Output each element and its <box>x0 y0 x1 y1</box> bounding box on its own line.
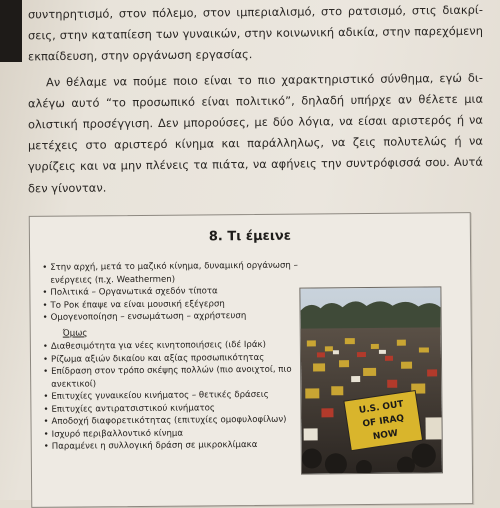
bullet-item: • Στην αρχή, μετά το μαζικό κίνημα, δυναμική οργάνωση – ενέργειες (π.χ. Weathermen) <box>42 260 307 287</box>
protest-photo <box>299 286 443 474</box>
bullet-item: • Το Ροκ έπαψε να είναι μουσική εξέγερση <box>42 297 307 312</box>
bullet-item: • Επίδραση στον τρόπο σκέψης πολλών (πιο ανοιχτοί, πιο ανεκτικοί) <box>43 364 308 391</box>
bullet-list <box>42 260 309 454</box>
summary-box <box>29 212 474 508</box>
bullet-item: • Ομογενοποίηση – ενσωμάτωση – αχρήστευση <box>43 310 308 325</box>
protest-photo-image <box>300 287 442 473</box>
photo-sign-line-1: U.S. OUT <box>358 399 405 416</box>
photo-sign-line-2: OF IRAQ <box>361 413 405 430</box>
bullet-item: • Αποδοχή διαφορετικότητας (επιτυχίες ομοφυλοφίλων) <box>43 414 308 429</box>
bullet-item: • Ρίζωμα αξιών δικαίου και αξίας προσωπικότητας <box>43 351 308 366</box>
bullet-item: • Παραμένει η συλλογική δράση σε μικροκλίμακα <box>44 438 309 453</box>
body-text <box>28 0 483 199</box>
page-edge-shadow <box>0 0 22 62</box>
paragraph-1: συντηρητισμό, στον πόλεμο, στον ιμπεριαλισμό, στο ρατσισμό, στις διακρί-σεις, στην καταπίεση των γυναικών, στην κοινωνική αδικία, στην παρεχόμενη εκπαίδευση, στην οργάνωση εργασίας. <box>28 2 483 64</box>
separator-label: Όμως <box>62 327 88 339</box>
bullet-item: • Πολιτικά – Οργανωτικά σχεδόν τίποτα <box>42 285 307 300</box>
photo-sign-line-3: NOW <box>372 428 399 443</box>
bullet-item: • Ισχυρό περιβαλλοντικό κίνημα <box>44 426 309 441</box>
bullet-item: • Επιτυχίες αντιρατσιστικού κινήματος <box>43 401 308 416</box>
paragraph-2: Αν θέλαμε να πούμε ποιο είναι το πιο χαρακτηριστικό σύνθημα, εγώ δι-αλέγω αυτό “το προσωπικό είναι πολιτικό”, δηλαδή υπήρχε αν θέλετε μια ολιστική προσέγγιση. Δεν μπορούσες, με δύο λόγια, να είσαι αριστερός ή να μετέχεις στο αριστερό κίνημα και παράλληλως, να ζεις πολυτελώς ή να γυρίζεις και να μην πλένεις τα πιάτα, να αφήνεις την συντρόφισσά σου. Αυτά δεν γίνονταν. <box>28 70 483 196</box>
box-title: 8. Τι έμεινε <box>208 228 292 245</box>
bullet-item: • Επιτυχίες γυναικείου κινήματος – θετικές δράσεις <box>43 389 308 404</box>
bullet-item: • Διαθεσιμότητα για νέες κινητοποιήσεις (ιδέ Ιράκ) <box>43 339 308 354</box>
